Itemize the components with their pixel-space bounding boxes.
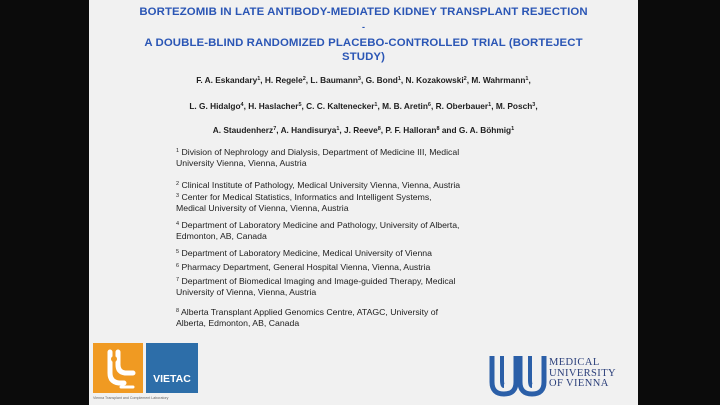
author-affiliation-sup: 4 (240, 102, 244, 108)
author-name: M. B. Aretin (382, 101, 428, 111)
author-name: A. Staudenherz (212, 125, 274, 135)
author-name: G. A. Böhmig (458, 125, 512, 135)
title-line-1: BORTEZOMIB IN LATE ANTIBODY-MEDIATED KIDNEY TRANSPLANT REJECTION (139, 6, 588, 18)
author-affiliation-sup: 8 (377, 126, 381, 132)
affiliation-line (176, 287, 596, 298)
author-affiliation-sup: 1 (374, 102, 378, 108)
author-name: J. Reeve (344, 125, 378, 135)
affiliation-line (176, 276, 596, 287)
medical-university-vienna-emblem-icon (488, 350, 548, 400)
authors-line-1: F. A. Eskandary$^1$, H. Regele$^2$, L. Baumann$^3$, G. Bond$^1$, N. Kozakowski$^2$, M. Wahrmann$^1$, (196, 75, 531, 85)
affiliation-text: Medical University of Vienna, Vienna, Austria (176, 202, 349, 213)
author-affiliation-sup: 3 (357, 76, 361, 82)
affiliation-line (176, 192, 596, 203)
muv-line-1: MEDICAL (549, 357, 600, 368)
author-affiliation-sup: 3 (532, 102, 536, 108)
author-affiliation-sup: 1 (525, 76, 529, 82)
stylized-person-logo-icon (93, 343, 143, 393)
affiliation-number: 4 (176, 221, 180, 227)
muv-line-2: UNIVERSITY (549, 367, 616, 379)
affiliation-5 (176, 248, 596, 259)
affiliation-text: Pharmacy Department, General Hospital Vienna, Vienna, Austria (181, 262, 431, 272)
affiliation-line (176, 231, 596, 242)
affiliation-number: 5 (176, 249, 180, 255)
title-dash: - (361, 22, 366, 32)
affiliation-line (176, 220, 596, 231)
author-name: F. A. Eskandary (196, 75, 258, 85)
affiliation-text: Department of Laboratory Medicine and Pathology, University of Alberta, (181, 220, 460, 230)
author-name: N. Kozakowski (405, 75, 464, 85)
medical-university-vienna-wordmark (549, 358, 616, 390)
affiliation-text: Department of Laboratory Medicine, Medical University of Vienna (181, 248, 432, 258)
author-affiliation-sup: 2 (463, 76, 467, 82)
author-affiliation-sup: 1 (488, 102, 492, 108)
affiliation-text: University of Vienna, Vienna, Austria (176, 286, 317, 297)
affiliation-line (176, 318, 596, 329)
affiliation-3 (176, 192, 596, 214)
author-name: H. Haslacher (248, 101, 299, 111)
affiliation-line (176, 307, 596, 318)
author-name: H. Regele (264, 75, 303, 85)
authors-line-3: A. Staudenherz$^7$, A. Handisurya$^1$, J. Reeve$^8$, P. F. Halloran$^8$ and G. A. Böhmig$^1$ (212, 125, 515, 135)
affiliation-number: 7 (176, 277, 180, 283)
title-line-3: STUDY) (342, 51, 385, 63)
lab-caption: Vienna Transplant and Complement Laboratory (93, 396, 169, 400)
author-name: M. Posch (495, 101, 533, 111)
affiliation-line (176, 158, 596, 169)
affiliation-6 (176, 262, 596, 273)
muv-line-3: OF VIENNA (549, 378, 609, 389)
affiliation-text: Alberta Transplant Applied Genomics Centre, ATAGC, University of (181, 307, 439, 317)
author-affiliation-sup: 1 (397, 76, 401, 82)
affiliation-text: Center for Medical Statistics, Informatics and Intelligent Systems, (181, 192, 432, 202)
author-name: M. Wahrmann (471, 75, 526, 85)
affiliation-line (176, 203, 596, 214)
affiliation-number: 3 (176, 193, 180, 199)
affiliation-text: University Vienna, Vienna, Austria (176, 157, 307, 168)
affiliation-line (176, 147, 596, 158)
affiliation-text: Edmonton, AB, Canada (176, 230, 267, 241)
author-affiliation-sup: 8 (436, 126, 440, 132)
author-name: L. Baumann (310, 75, 358, 85)
affiliation-text: Department of Biomedical Imaging and Image-guided Therapy, Medical (181, 276, 456, 286)
affiliation-4 (176, 220, 596, 242)
affiliation-text: Clinical Institute of Pathology, Medical University Vienna, Vienna, Austria (181, 180, 461, 190)
affiliation-text: Division of Nephrology and Dialysis, Department of Medicine III, Medical (181, 147, 460, 157)
author-name: C. C. Kaltenecker (306, 101, 375, 111)
author-name: R. Oberbauer (435, 101, 489, 111)
transplant-lab-logo (93, 343, 143, 393)
author-affiliation-sup: 7 (273, 126, 277, 132)
affiliation-line (176, 180, 596, 191)
authors-line-2: L. G. Hidalgo$^4$, H. Haslacher$^5$, C. C. Kaltenecker$^1$, M. B. Aretin$^6$, R. Oberbauer$^1$, M. Posch$^3$, (189, 101, 538, 111)
affiliation-1 (176, 147, 596, 169)
author-affiliation-sup: 5 (298, 102, 302, 108)
author-affiliation-sup: 1 (257, 76, 261, 82)
slide (89, 0, 638, 405)
affiliation-line (176, 248, 596, 259)
vietac-label: VIETAC (153, 373, 191, 385)
affiliation-7 (176, 276, 596, 298)
affiliation-8 (176, 307, 596, 329)
affiliation-2 (176, 180, 596, 191)
author-affiliation-sup: 6 (427, 102, 431, 108)
affiliation-number: 2 (176, 181, 180, 187)
author-name: L. G. Hidalgo (189, 101, 241, 111)
author-name: P. F. Halloran (385, 125, 437, 135)
title-line-2: A DOUBLE-BLIND RANDOMIZED PLACEBO-CONTROLLED TRIAL (BORTEJECT (144, 37, 583, 49)
author-name: G. Bond (365, 75, 398, 85)
author-affiliation-sup: 1 (336, 126, 340, 132)
affiliation-number: 1 (176, 148, 180, 154)
affiliation-number: 8 (176, 308, 180, 314)
author-affiliation-sup: 2 (302, 76, 306, 82)
affiliation-line (176, 262, 596, 273)
author-name: A. Handisurya (280, 125, 337, 135)
affiliation-text: Alberta, Edmonton, AB, Canada (176, 317, 300, 328)
vietac-logo (146, 343, 198, 393)
author-affiliation-sup: 1 (511, 126, 515, 132)
affiliation-number: 6 (176, 263, 180, 269)
